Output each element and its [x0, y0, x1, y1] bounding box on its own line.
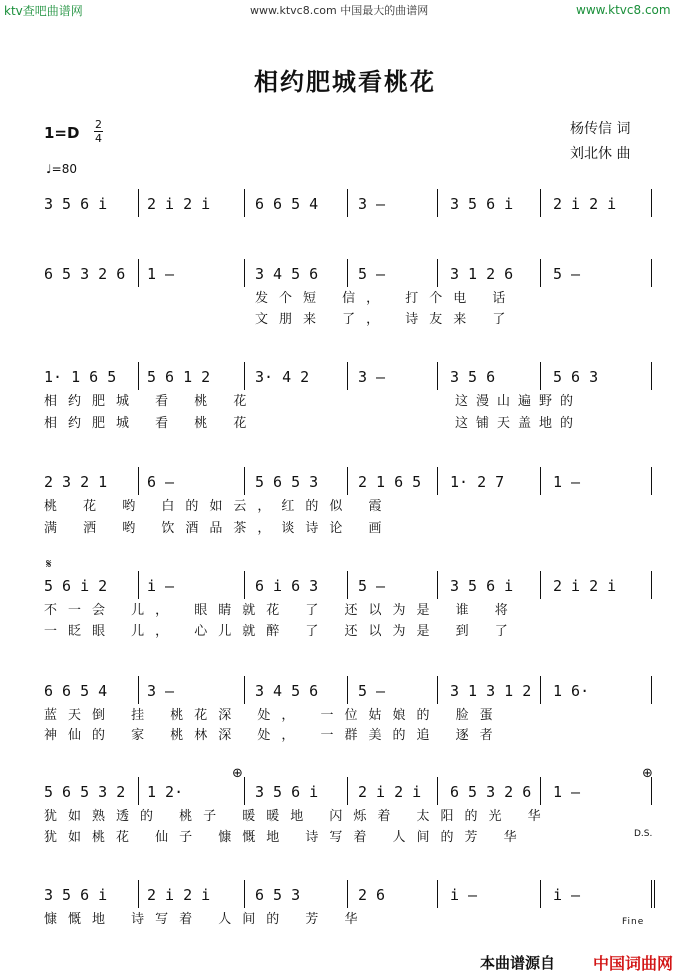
measure-notes: 5 –	[358, 577, 386, 595]
barline	[437, 189, 438, 217]
measure-notes: 6 i 6 3	[255, 577, 319, 595]
measure-notes: 3 4 5 6	[255, 682, 319, 700]
measure-notes: 3 5 6 i	[450, 577, 514, 595]
measure-notes: 5 6 1 2	[147, 368, 211, 386]
barline	[437, 880, 438, 908]
measure-notes: 2 i 2 i	[553, 195, 617, 213]
measure-notes: 6 –	[147, 473, 175, 491]
measure-notes: i –	[450, 886, 478, 904]
measure-notes: 3 1 2 6	[450, 265, 514, 283]
barline	[347, 467, 348, 495]
measure-notes: 3 5 6	[450, 368, 496, 386]
measure-notes: 3 5 6 i	[255, 783, 319, 801]
score-row	[0, 473, 690, 536]
measure-notes: 6 6 5 4	[255, 195, 319, 213]
barline	[347, 362, 348, 390]
barline	[347, 571, 348, 599]
barline	[244, 467, 245, 495]
measure-notes: 5 6 3	[553, 368, 599, 386]
measure-notes: 5 6 i 2	[44, 577, 108, 595]
barline	[244, 362, 245, 390]
barline	[651, 777, 652, 805]
lyric-line: 蓝天倒 挂 桃花深 处， 一位姑娘的 脸蛋	[44, 708, 504, 723]
measure-notes: 3 4 5 6	[255, 265, 319, 283]
barline	[347, 259, 348, 287]
lyric-line: 相约肥城 看 桃 花	[44, 416, 258, 431]
measure-notes: 1 –	[553, 783, 581, 801]
tempo-mark: ♩=80	[46, 162, 77, 176]
barline	[437, 467, 438, 495]
barline	[651, 259, 652, 287]
measure-notes: 2 6	[358, 886, 386, 904]
barline	[651, 362, 652, 390]
barline	[138, 571, 139, 599]
coda-sign: ⊕	[232, 766, 243, 781]
measure-notes: 1· 2 7	[450, 473, 505, 491]
time-signature	[94, 118, 103, 145]
measure-notes: 6 5 3	[255, 886, 301, 904]
lyric-line: 一眨眼 儿， 心儿就醉 了 还以为是 到 了	[44, 624, 519, 639]
measure-notes: i –	[553, 886, 581, 904]
barline	[540, 571, 541, 599]
score-row	[0, 577, 690, 639]
footer-source-label: 本曲谱源自	[480, 954, 556, 972]
measure-notes: 3 5 6 i	[44, 195, 108, 213]
barline	[138, 880, 139, 908]
lyric-line: 犹如桃花 仙子 慷慨地 诗写着 人间的芳 华	[44, 830, 528, 845]
key-signature: 1=D	[44, 124, 80, 142]
barline	[651, 880, 655, 908]
barline	[138, 777, 139, 805]
measure-notes: 2 1 6 5	[358, 473, 422, 491]
footer-source-site[interactable]: 中国词曲网	[593, 954, 674, 973]
time-signature-bottom: 4	[95, 132, 102, 145]
barline	[540, 880, 541, 908]
barline	[540, 777, 541, 805]
header-left-site[interactable]: ktv查吧曲谱网	[4, 4, 83, 18]
header-center-site[interactable]: www.ktvc8.com 中国最大的曲谱网	[250, 4, 429, 17]
barline	[540, 467, 541, 495]
lyric-line: 文朋来 了， 诗友来 了	[255, 312, 517, 327]
barline	[651, 676, 652, 704]
measure-notes: 3 –	[358, 368, 386, 386]
lyric-line: 犹如熟透的 桃子 暖暖地 闪烁着 太阳的光 华	[44, 809, 552, 824]
measure-notes: 3 –	[358, 195, 386, 213]
lyric-line-right: 这铺天盖地的	[455, 416, 582, 431]
header-right-site[interactable]: www.ktvc8.com	[576, 3, 671, 17]
fine-mark: Fine	[622, 917, 645, 927]
measure-notes: 6 5 3 2 6	[44, 265, 126, 283]
barline	[347, 880, 348, 908]
score-row	[0, 682, 690, 743]
barline	[540, 362, 541, 390]
coda-sign: ⊕	[642, 766, 653, 781]
measure-notes: i –	[147, 577, 175, 595]
lyric-line: 不一会 儿， 眼睛就花 了 还以为是 谁 将	[44, 603, 519, 618]
barline	[651, 571, 652, 599]
barline	[244, 259, 245, 287]
lyric-line-right: 这漫山遍野的	[455, 394, 582, 409]
barline	[437, 571, 438, 599]
barline	[437, 362, 438, 390]
composer-credit: 刘北休 曲	[570, 146, 631, 162]
barline	[437, 259, 438, 287]
song-title: 相约肥城看桃花	[254, 68, 436, 96]
score-row	[0, 368, 690, 431]
score-row	[0, 195, 690, 217]
measure-notes: 3 –	[147, 682, 175, 700]
lyric-line: 相约肥城 看 桃 花	[44, 394, 258, 409]
barline	[244, 571, 245, 599]
measure-notes: 2 i 2 i	[147, 886, 211, 904]
segno-sign: 𝄋	[46, 557, 52, 572]
measure-notes: 6 5 3 2 6	[450, 783, 532, 801]
measure-notes: 5 –	[358, 682, 386, 700]
barline	[651, 189, 652, 217]
barline	[138, 362, 139, 390]
ds-mark: D.S.	[634, 829, 653, 839]
barline	[244, 880, 245, 908]
measure-notes: 5 –	[358, 265, 386, 283]
measure-notes: 5 –	[553, 265, 581, 283]
measure-notes: 3· 4 2	[255, 368, 310, 386]
barline	[347, 777, 348, 805]
measure-notes: 2 i 2 i	[553, 577, 617, 595]
barline	[138, 676, 139, 704]
barline	[651, 467, 652, 495]
barline	[347, 676, 348, 704]
measure-notes: 1 –	[553, 473, 581, 491]
lyric-line: 神仙的 家 桃林深 处， 一群美的追 逐者	[44, 728, 504, 743]
barline	[540, 676, 541, 704]
lyricist-credit: 杨传信 词	[570, 121, 631, 137]
measure-notes: 2 3 2 1	[44, 473, 108, 491]
measure-notes: 5 6 5 3 2	[44, 783, 126, 801]
barline	[347, 189, 348, 217]
measure-notes: 3 1 3 1 2	[450, 682, 532, 700]
barline	[437, 676, 438, 704]
score-row	[0, 265, 690, 327]
lyric-line: 慷慨地 诗写着 人间的 芳 华	[44, 912, 369, 927]
measure-notes: 6 6 5 4	[44, 682, 108, 700]
measure-notes: 3 5 6 i	[44, 886, 108, 904]
time-signature-top: 2	[95, 118, 102, 131]
barline	[138, 259, 139, 287]
measure-notes: 1 2·	[147, 783, 184, 801]
barline	[244, 189, 245, 217]
barline	[244, 676, 245, 704]
measure-notes: 3 5 6 i	[450, 195, 514, 213]
barline	[540, 189, 541, 217]
lyric-line: 发个短 信， 打个电 话	[255, 291, 517, 306]
measure-notes: 1 –	[147, 265, 175, 283]
measure-notes: 2 i 2 i	[358, 783, 422, 801]
measure-notes: 1 6·	[553, 682, 590, 700]
barline	[244, 777, 245, 805]
barline	[540, 259, 541, 287]
measure-notes: 2 i 2 i	[147, 195, 211, 213]
lyric-line: 桃 花 哟 白的如云，红的似 霞	[44, 499, 393, 514]
barline	[138, 189, 139, 217]
lyric-line: 满 洒 哟 饮酒品茶，谈诗论 画	[44, 521, 393, 536]
barline	[138, 467, 139, 495]
measure-notes: 1· 1 6 5	[44, 368, 117, 386]
barline	[437, 777, 438, 805]
measure-notes: 5 6 5 3	[255, 473, 319, 491]
